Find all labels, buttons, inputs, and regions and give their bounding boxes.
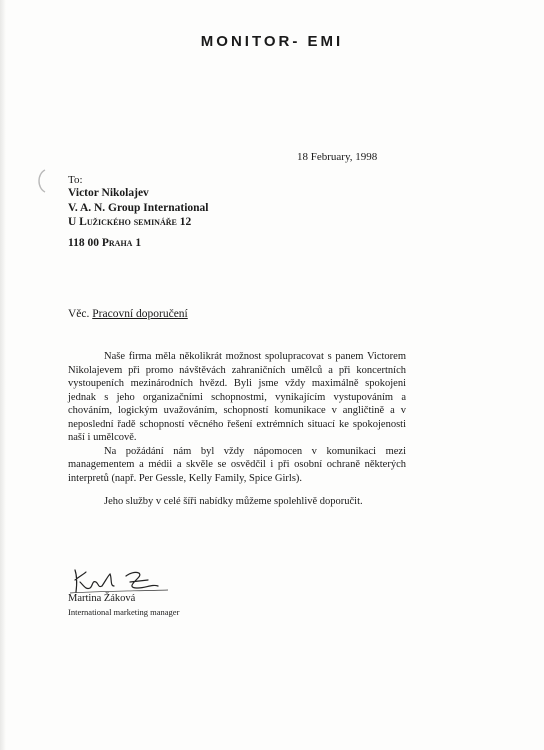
signer-role: International marketing manager	[68, 607, 180, 617]
recipient-company: V. A. N. Group International	[68, 201, 209, 214]
handwritten-signature	[68, 566, 178, 596]
subject-title: Pracovní doporučení	[92, 308, 188, 320]
closing-paragraph: Jeho služby v celé šíři nabídky můžeme spolehlivě doporučit.	[104, 496, 363, 507]
recipient-street: U Lužického semináře 12	[68, 216, 192, 228]
recipient-city: 118 00 Praha 1	[68, 236, 142, 249]
letter-body	[68, 350, 406, 509]
letterhead-title: MONITOR- EMI	[200, 33, 344, 50]
recipient-address	[68, 186, 208, 250]
subject-line	[68, 308, 188, 320]
signer-name: Martina Žáková	[68, 593, 136, 604]
punch-hole-mark	[34, 168, 50, 194]
subject-prefix: Věc.	[68, 308, 90, 320]
page-edge-shadow	[0, 0, 6, 750]
to-label: To:	[68, 174, 83, 186]
body-paragraph: Naše firma měla několikrát možnost spolupracovat s panem Victorem Nikolajevem při promo návštěvách zahraničních umělců a při koncertních vystoupeních mezinárodních hvězd. Byli jsme vždy maximálně spokojeni jednak s jeho organizačními schopnostmi, vynikajícím vystupováním a chováním, logickým uvažováním, schopností komunikace v angličtině a v neposlední řadě schopností věcného řešení extrémních situací ke spokojenosti naší i umělcově.	[68, 351, 406, 443]
recipient-name: Victor Nikolajev	[68, 187, 149, 199]
letter-date: 18 February, 1998	[297, 151, 378, 163]
body-paragraph: Na požádání nám byl vždy nápomocen v komunikaci mezi managementem a médii a skvěle se osvědčil i při osobní ochraně některých interpretů (např. Per Gessle, Kelly Family, Spice Girls).	[68, 445, 406, 484]
